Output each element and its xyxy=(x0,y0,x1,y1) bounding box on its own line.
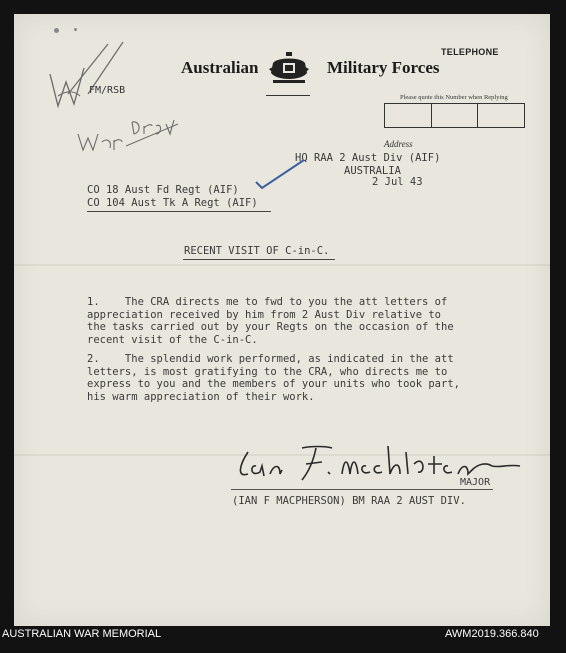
accession-number: AWM2019.366.840 xyxy=(445,628,539,640)
paper-fold-crease xyxy=(14,264,550,266)
signatory-rank: MAJOR xyxy=(460,477,491,488)
address-label: Address xyxy=(384,139,413,149)
punch-hole xyxy=(74,28,77,31)
institution-caption: AUSTRALIAN WAR MEMORIAL xyxy=(2,628,162,640)
crest-underline xyxy=(266,95,310,96)
signatory-name: (IAN F MACPHERSON) BM RAA 2 AUST DIV. xyxy=(232,495,466,507)
reference-code: FM/RSB xyxy=(89,85,126,96)
subject-heading: RECENT VISIT OF C-in-C. xyxy=(184,245,330,257)
signature-line xyxy=(231,489,493,490)
sender-address-line: AUSTRALIA xyxy=(344,165,401,177)
body-paragraph-2: 2. The splendid work performed, as indicated in the att letters, is most gratifying to the CRA, who directs me to express to you and the members of your units who took part, his warm appreciation of their work. xyxy=(87,353,460,403)
letter-date: 2 Jul 43 xyxy=(372,176,423,188)
letter-sheet xyxy=(14,14,550,626)
letterhead-right-words: Military Forces xyxy=(327,58,440,77)
subject-underline xyxy=(183,259,335,260)
letterhead-left-word: Australian xyxy=(181,58,259,77)
punch-hole xyxy=(54,28,59,33)
number-box xyxy=(431,104,478,127)
quote-number-note: Please quote this Number when Replying xyxy=(400,94,508,101)
recipient-line: CO 104 Aust Tk A Regt (AIF) xyxy=(87,197,258,209)
number-box xyxy=(385,104,431,127)
telephone-label: TELEPHONE xyxy=(441,47,499,57)
reply-number-boxes xyxy=(384,103,525,128)
sender-address-line: HQ RAA 2 Aust Div (AIF) xyxy=(295,152,441,164)
number-box xyxy=(477,104,524,127)
coat-of-arms-crest-icon xyxy=(267,51,311,85)
body-paragraph-1: 1. The CRA directs me to fwd to you the att letters of appreciation received by him from 2 Aust Div relative to the tasks carried out by your Regts on the occasion of the recent visit of the C-in-C. xyxy=(87,296,454,346)
recipient-underline xyxy=(87,211,271,212)
recipient-line: CO 18 Aust Fd Regt (AIF) xyxy=(87,184,239,196)
blue-check-mark-icon xyxy=(254,154,314,194)
